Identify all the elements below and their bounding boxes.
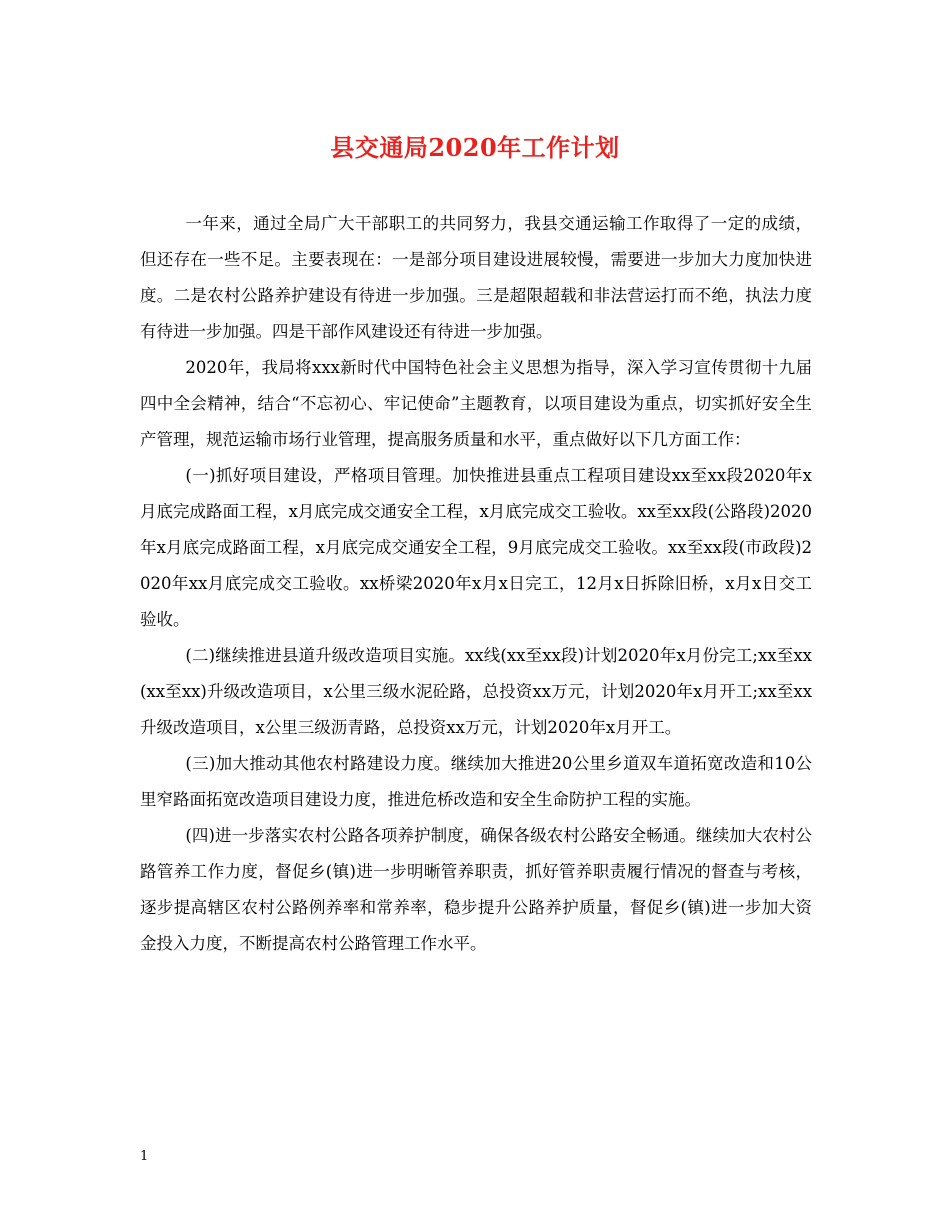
paragraph-item-1: (一)抓好项目建设，严格项目管理。加快推进县重点工程项目建设xx至xx段2020年x月底完成路面工程，x月底完成交通安全工程，x月底完成交工验收。xx至xx段(公路段)2020年x月底完成路面工程，x月底完成交通安全工程，9月底完成交工验收。xx至xx段(市政段)2020年xx月底完成交工验收。xx桥梁2020年x月x日完工，12月x日拆除旧桥，x月x日交工验收。 <box>140 466 812 629</box>
paragraph-item-4: (四)进一步落实农村公路各项养护制度，确保各级农村公路安全畅通。继续加大农村公路管养工作力度，督促乡(镇)进一步明晰管养职责，抓好管养职责履行情况的督查与考核，逐步提高辖区农村公路例养率和常养率，稳步提升公路养护质量，督促乡(镇)进一步加大资金投入力度，不断提高农村公路管理工作水平。 <box>140 826 812 953</box>
paragraph-item-3: (三)加大推动其他农村路建设力度。继续加大推进20公里乡道双车道拓宽改造和10公里窄路面拓宽改造项目建设力度，推进危桥改造和安全生命防护工程的实施。 <box>140 754 812 809</box>
document-body <box>140 206 812 962</box>
paragraph-item-2: (二)继续推进县道升级改造项目实施。xx线(xx至xx段)计划2020年x月份完工;xx至xx(xx至xx)升级改造项目，x公里三级水泥砼路，总投资xx万元，计划2020年x月开工;xx至xx升级改造项目，x公里三级沥青路，总投资xx万元，计划2020年x月开工。 <box>140 646 812 737</box>
paragraph-plan-intro: 2020年，我局将xxx新时代中国特色社会主义思想为指导，深入学习宣传贯彻十九届四中全会精神，结合“不忘初心、牢记使命”主题教育，以项目建设为重点，切实抓好安全生产管理，规范运输市场行业管理，提高服务质量和水平，重点做好以下几方面工作： <box>140 358 812 449</box>
page-number: 1 <box>140 1149 149 1164</box>
document-title: 县交通局2020年工作计划 <box>330 133 620 162</box>
paragraph-summary: 一年来，通过全局广大干部职工的共同努力，我县交通运输工作取得了一定的成绩，但还存在一些不足。主要表现在：一是部分项目建设进展较慢，需要进一步加大力度加快进度。二是农村公路养护建设有待进一步加强。三是超限超载和非法营运打而不绝，执法力度有待进一步加强。四是干部作风建设还有待进一步加强。 <box>140 214 812 341</box>
